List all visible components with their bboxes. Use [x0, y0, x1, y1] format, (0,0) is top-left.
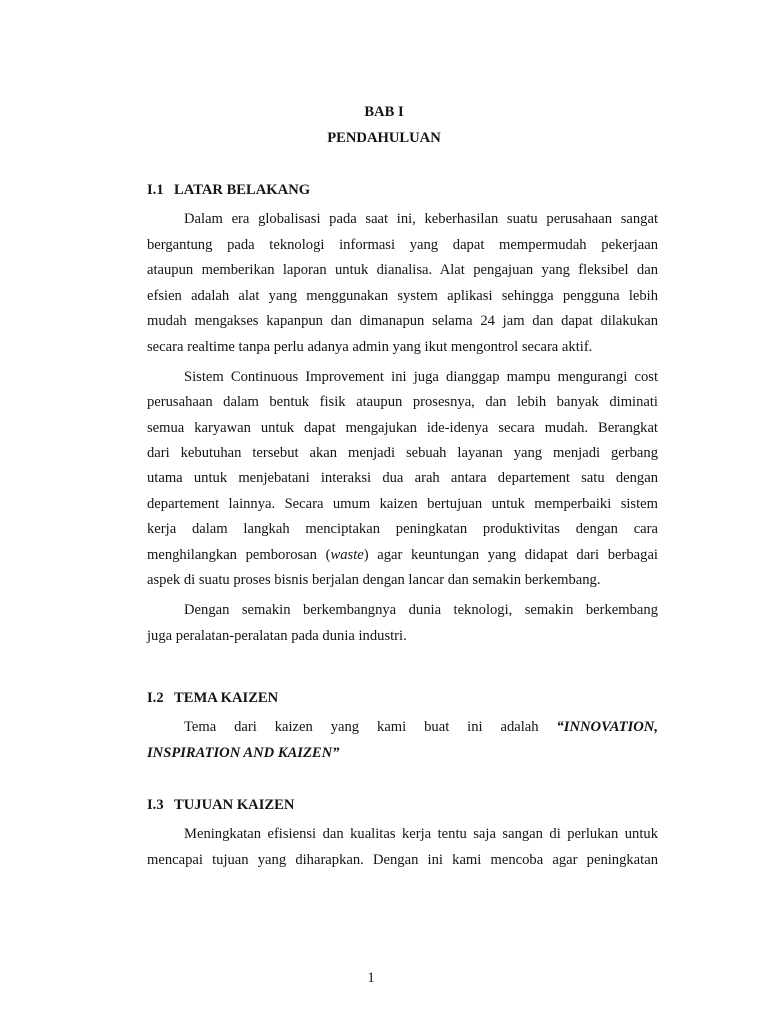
chapter-title: PENDAHULUAN — [327, 130, 441, 146]
text-line: juga peralatan-peralatan pada dunia industri. — [147, 628, 407, 644]
italic-term-waste: waste — [330, 547, 364, 563]
text-run: menghilangkan pemborosan ( — [147, 547, 331, 563]
text-line: efsien adalah alat yang menggunakan system aplikasi sehingga pengguna lebih — [147, 288, 658, 304]
text-line: Meningkatan efisiensi dan kualitas kerja tentu saja sangan di perlukan untuk — [184, 826, 658, 842]
section-heading-latar-belakang — [147, 180, 310, 200]
section-title: TEMA KAIZEN — [174, 690, 279, 706]
text-line: secara realtime tanpa perlu adanya admin yang ikut mengontrol secara aktif. — [147, 339, 593, 355]
section-number: I.1 — [147, 182, 164, 198]
section-heading-tema-kaizen — [147, 688, 278, 708]
text-line: semua karyawan untuk dapat mengajukan ide-idenya secara mudah. Berangkat — [147, 420, 658, 436]
text-line-with-theme — [184, 717, 658, 737]
text-line: dari kebutuhan tersebut akan menjadi sebuah layanan yang menjadi gerbang — [147, 445, 658, 461]
page-number: 1 — [367, 970, 375, 986]
text-line: Dalam era globalisasi pada saat ini, keberhasilan suatu perusahaan sangat — [184, 211, 658, 227]
text-line: mudah mengakses kapanpun dan dimanapun selama 24 jam dan dapat dilakukan — [147, 313, 658, 329]
text-line: utama untuk menjebatani interaksi dua arah antara departement satu dengan — [147, 470, 658, 486]
theme-title-part2: INSPIRATION AND KAIZEN” — [147, 745, 340, 761]
text-line: Sistem Continuous Improvement ini juga dianggap mampu mengurangi cost — [184, 369, 658, 385]
section-heading-tujuan-kaizen — [147, 795, 294, 815]
section-title: TUJUAN KAIZEN — [174, 797, 295, 813]
text-line: mencapai tujuan yang diharapkan. Dengan ini kami mencoba agar peningkatan — [147, 852, 658, 868]
text-line-with-italic — [147, 545, 658, 565]
text-line: aspek di suatu proses bisnis berjalan dengan lancar dan semakin berkembang. — [147, 572, 601, 588]
chapter-label: BAB I — [364, 104, 404, 120]
text-line: kerja dalam langkah menciptakan peningkatan produktivitas dengan cara — [147, 521, 658, 537]
text-run: Tema dari kaizen yang kami buat ini adalah — [184, 719, 539, 735]
section-number: I.2 — [147, 690, 164, 706]
text-line: perusahaan dalam bentuk fisik ataupun prosesnya, dan lebih banyak diminati — [147, 394, 658, 410]
section-number: I.3 — [147, 797, 164, 813]
text-line: bergantung pada teknologi informasi yang dapat mempermudah pekerjaan — [147, 237, 658, 253]
text-line: ataupun memberikan laporan untuk dianalisa. Alat pengajuan yang fleksibel dan — [147, 262, 658, 278]
text-run: ) agar keuntungan yang didapat dari berbagai — [363, 547, 658, 563]
text-line: departement lainnya. Secara umum kaizen bertujuan untuk memperbaiki sistem — [147, 496, 658, 512]
section-title: LATAR BELAKANG — [174, 182, 311, 198]
theme-title-part1: “INNOVATION, — [556, 719, 658, 735]
text-line: Dengan semakin berkembangnya dunia teknologi, semakin berkembang — [184, 602, 658, 618]
